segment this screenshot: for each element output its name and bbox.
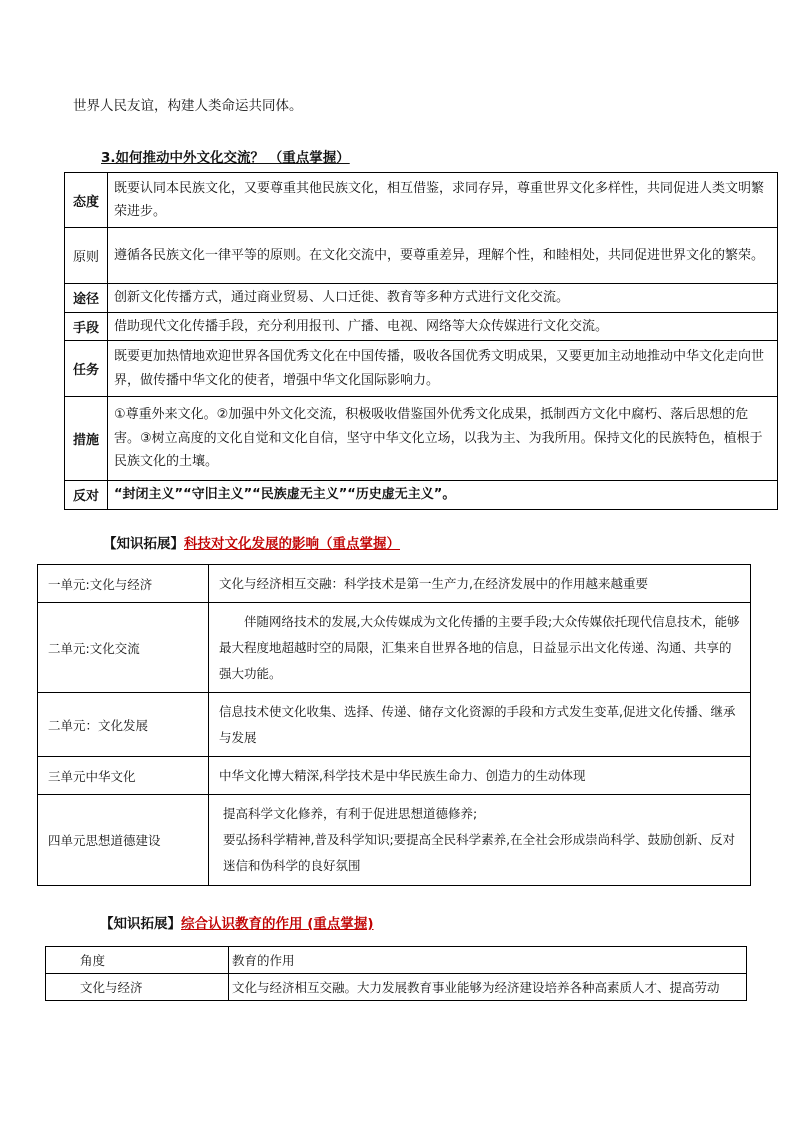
row-text-oppose: “封闭主义”“守旧主义”“民族虚无主义”“历史虚无主义”。 — [108, 481, 778, 510]
row-label-measures: 措施 — [65, 397, 108, 481]
row-label-means: 手段 — [65, 312, 108, 341]
ext-prefix: 【知识拓展】 — [103, 536, 184, 552]
unit-cell: 二单元：文化发展 — [38, 693, 209, 757]
row-text-path: 创新文化传播方式，通过商业贸易、人口迁徙、教育等多种方式进行文化交流。 — [108, 284, 778, 313]
row-label-oppose: 反对 — [65, 481, 108, 510]
table-header-row — [46, 947, 747, 974]
row-label-attitude: 态度 — [65, 173, 108, 228]
table-row — [65, 228, 778, 284]
table-row — [65, 173, 778, 228]
table-row — [65, 284, 778, 313]
impact-cell: 文化与经济相互交融：科学技术是第一生产力,在经济发展中的作用越来越重要 — [209, 565, 751, 603]
row-text-attitude: 既要认同本民族文化，又要尊重其他民族文化，相互借鉴，求同存异，尊重世界文化多样性，共同促进人类文明繁荣进步。 — [108, 173, 778, 228]
row-label-path: 途径 — [65, 284, 108, 313]
unit-cell: 四单元思想道德建设 — [38, 795, 209, 886]
angle-cell: 文化与经济 — [46, 974, 229, 1001]
unit-cell: 二单元:文化交流 — [38, 603, 209, 693]
impact-line: 提高科学文化修养，有利于促进思想道德修养; — [223, 806, 478, 821]
section3-heading: 3.如何推动中外文化交流？ （重点掌握） — [101, 150, 350, 166]
table-row — [38, 693, 751, 757]
ext-prefix: 【知识拓展】 — [100, 916, 181, 932]
unit-cell: 一单元:文化与经济 — [38, 565, 209, 603]
row-label-task: 任务 — [65, 341, 108, 397]
knowledge-extension-heading-education — [100, 912, 374, 932]
row-text-principle: 遵循各民族文化一律平等的原则。在文化交流中，要尊重差异，理解个性，和睦相处，共同促进世界文化的繁荣。 — [108, 228, 778, 284]
table-row — [38, 795, 751, 886]
education-role-table — [45, 946, 747, 1001]
row-label-principle: 原则 — [65, 228, 108, 284]
role-cell: 文化与经济相互交融。大力发展教育事业能够为经济建设培养各种高素质人才、提高劳动 — [229, 974, 747, 1001]
table-row — [38, 603, 751, 693]
column-header-angle: 角度 — [46, 947, 229, 974]
cultural-exchange-table — [64, 172, 778, 510]
column-header-role: 教育的作用 — [229, 947, 747, 974]
impact-cell — [209, 795, 751, 886]
knowledge-extension-heading-tech — [103, 532, 400, 552]
intro-text: 世界人民友谊，构建人类命运共同体。 — [73, 98, 303, 114]
impact-cell: 中华文化博大精深,科学技术是中华民族生命力、创造力的生动体现 — [209, 757, 751, 795]
row-text-task: 既要更加热情地欢迎世界各国优秀文化在中国传播，吸收各国优秀文明成果，又要更加主动地推动中华文化走向世界，做传播中华文化的使者，增强中华文化国际影响力。 — [108, 341, 778, 397]
table-row — [65, 481, 778, 510]
impact-cell: 信息技术使文化收集、选择、传递、储存文化资源的手段和方式发生变革,促进文化传播、继承与发展 — [209, 693, 751, 757]
ext-title: 综合认识教育的作用 (重点掌握) — [181, 916, 374, 932]
ext-title: 科技对文化发展的影响（重点掌握） — [184, 536, 400, 552]
table-row — [46, 974, 747, 1001]
table-row — [38, 757, 751, 795]
impact-cell: 伴随网络技术的发展,大众传媒成为文化传播的主要手段;大众传媒依托现代信息技术，能够最大程度地超越时空的局限，汇集来自世界各地的信息，日益显示出文化传递、沟通、共享的强大功能。 — [209, 603, 751, 693]
row-text-means: 借助现代文化传播手段，充分利用报刊、广播、电视、网络等大众传媒进行文化交流。 — [108, 312, 778, 341]
table-row — [65, 312, 778, 341]
table-row — [65, 341, 778, 397]
tech-impact-table — [37, 564, 751, 886]
impact-line: 要弘扬科学精神,普及科学知识;要提高全民科学素养,在全社会形成崇尚科学、鼓励创新、反对迷信和伪科学的良好氛围 — [223, 832, 736, 873]
unit-cell: 三单元中华文化 — [38, 757, 209, 795]
table-row — [38, 565, 751, 603]
row-text-measures: ①尊重外来文化。②加强中外文化交流，积极吸收借鉴国外优秀文化成果，抵制西方文化中腐朽、落后思想的危害。③树立高度的文化自觉和文化自信，坚守中华文化立场，以我为主、为我所用。保持文化的民族特色，植根于民族文化的土壤。 — [108, 397, 778, 481]
table-row — [65, 397, 778, 481]
